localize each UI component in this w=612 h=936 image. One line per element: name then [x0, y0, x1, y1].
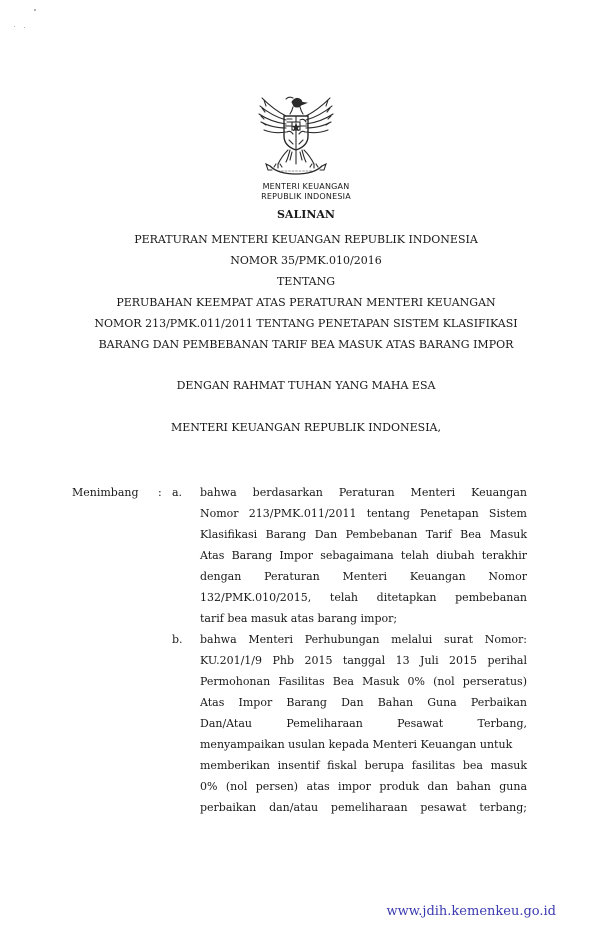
subject-line-2: NOMOR 213/PMK.011/2011 TENTANG PENETAPAN SISTEM KLASIFIKASI: [94, 317, 518, 330]
text-line: Atas Barang Impor sebagaimana telah diubah terakhir: [200, 549, 527, 562]
text-line: 132/PMK.010/2015, telah ditetapkan pembebanan: [200, 591, 527, 604]
invocation: DENGAN RAHMAT TUHAN YANG MAHA ESA: [176, 379, 436, 392]
text-line: menyampaikan usulan kepada Menteri Keuangan untuk: [200, 738, 513, 751]
scan-speck: [24, 27, 25, 28]
regulation-number: NOMOR 35/PMK.010/2016: [230, 254, 382, 267]
ministry-name-line1: MENTERI KEUANGAN: [262, 182, 350, 191]
subject-line-1: PERUBAHAN KEEMPAT ATAS PERATURAN MENTERI KEUANGAN: [116, 296, 496, 309]
garuda-emblem: [256, 94, 336, 178]
regulation-title: PERATURAN MENTERI KEUANGAN REPUBLIK INDONESIA: [134, 233, 478, 246]
text-line: memberikan insentif fiskal berupa fasilitas bea masuk: [200, 759, 527, 772]
item-marker-a: a.: [172, 486, 183, 499]
issuer: MENTERI KEUANGAN REPUBLIK INDONESIA,: [170, 421, 442, 434]
scan-speck: [14, 26, 15, 27]
subject-line-3: BARANG DAN PEMBEBANAN TARIF BEA MASUK ATAS BARANG IMPOR: [98, 338, 514, 351]
text-line: bahwa Menteri Perhubungan melalui surat Nomor:: [200, 633, 527, 646]
text-line: tarif bea masuk atas barang impor;: [200, 612, 398, 625]
scan-speck: [34, 9, 36, 11]
text-line: Klasifikasi Barang Dan Pembebanan Tarif Bea Masuk: [200, 528, 527, 541]
text-line: 0% (nol persen) atas impor produk dan bahan guna: [200, 780, 527, 793]
text-line: dengan Peraturan Menteri Keuangan Nomor: [200, 570, 527, 583]
about-label: TENTANG: [276, 275, 336, 288]
considering-label: Menimbang: [72, 486, 139, 499]
website-link[interactable]: www.jdih.kemenkeu.go.id: [386, 904, 556, 919]
text-line: perbaikan dan/atau pemeliharaan pesawat terbang;: [200, 801, 527, 814]
text-line: Permohonan Fasilitas Bea Masuk 0% (nol perseratus): [200, 675, 527, 688]
text-line: Nomor 213/PMK.011/2011 tentang Penetapan Sistem: [200, 507, 527, 520]
considering-colon: :: [158, 486, 162, 499]
text-line: Atas Impor Barang Dan Bahan Guna Perbaikan: [200, 696, 527, 709]
ministry-name-line2: REPUBLIK INDONESIA: [261, 192, 351, 201]
text-line: bahwa berdasarkan Peraturan Menteri Keuangan: [200, 486, 527, 499]
text-line: KU.201/1/9 Phb 2015 tanggal 13 Juli 2015 perihal: [200, 654, 527, 667]
text-line: Dan/Atau Pemeliharaan Pesawat Terbang,: [200, 717, 527, 730]
considering-item-b: [200, 629, 527, 818]
item-marker-b: b.: [172, 633, 183, 646]
copy-label: SALINAN: [276, 208, 335, 221]
considering-item-a: [200, 482, 527, 629]
